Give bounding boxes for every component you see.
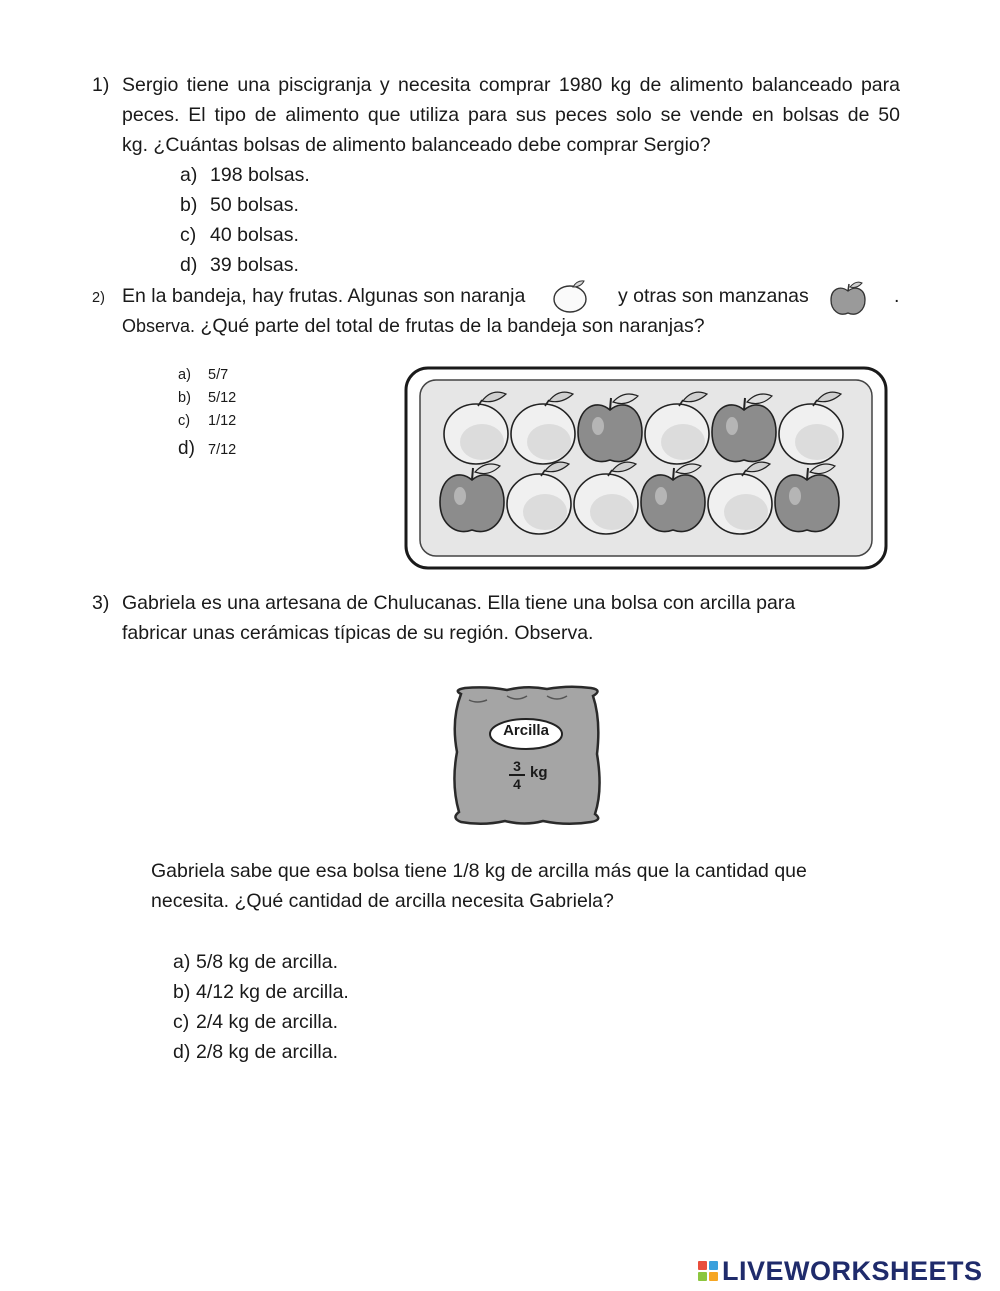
logo-square [709,1272,718,1281]
q2-option-d[interactable] [178,437,236,462]
q1-line-3: kg. ¿Cuántas bolsas de alimento balanceado debe comprar Sergio? [122,134,711,156]
option-text: 40 bolsas. [210,224,299,246]
q3-option-a[interactable] [173,947,338,977]
q3-option-b[interactable] [173,977,349,1007]
fruit-tray [404,366,888,570]
q3-para-2: necesita. ¿Qué cantidad de arcilla necesita Gabriela? [151,890,614,912]
option-letter: b) [173,981,191,1003]
option-letter: c) [180,224,197,246]
logo-square [698,1261,707,1270]
q2-line-1-end: . [894,285,900,307]
option-text: 2/8 kg de arcilla. [196,1041,338,1063]
option-text: 1/12 [208,413,237,429]
q1-number: 1) [92,74,110,96]
q1-option-d[interactable] [180,250,299,280]
option-letter: d) [180,254,198,276]
bag-fraction-denominator: 4 [513,776,521,792]
logo-square [698,1272,707,1281]
q2-line-2 [122,311,705,341]
bag-fraction-numerator: 3 [509,758,525,776]
clay-bag-image [447,680,607,828]
option-text: 198 bolsas. [210,164,310,186]
q3-option-d[interactable] [173,1037,338,1067]
bag-label: Arcilla [503,722,549,739]
option-text: 4/12 kg de arcilla. [196,981,349,1003]
q2-option-a[interactable] [178,364,228,387]
liveworksheets-logo[interactable] [698,1252,983,1290]
apple-icon [828,279,868,319]
q1-option-a[interactable] [180,160,310,190]
bag-body [454,687,599,824]
option-letter: d) [178,438,195,459]
option-text: 39 bolsas. [210,254,299,276]
option-letter: d) [173,1041,191,1063]
q2-line-1-b: y otras son manzanas [618,285,809,307]
observa-label: Observa. [122,316,196,336]
brand-name: LIVEWORKSHEETS [722,1255,983,1286]
q1-option-b[interactable] [180,190,299,220]
bag-fraction [509,758,525,792]
option-text: 5/12 [208,390,237,406]
option-letter: a) [180,164,198,186]
q1-line-1: Sergio tiene una piscigranja y necesita comprar 1980 kg de alimento balanceado para [122,74,900,96]
q3-number: 3) [92,592,110,614]
option-letter: a) [173,951,191,973]
q3-para-1: Gabriela sabe que esa bolsa tiene 1/8 kg de arcilla más que la cantidad que [151,860,807,882]
q2-question: ¿Qué parte del total de frutas de la bandeja son naranjas? [200,315,705,337]
q3-option-c[interactable] [173,1007,338,1037]
q1-option-c[interactable] [180,220,299,250]
q3-line-1: Gabriela es una artesana de Chulucanas. Ella tiene una bolsa con arcilla para [122,592,796,614]
bag-unit: kg [530,764,548,781]
option-text: 2/4 kg de arcilla. [196,1011,338,1033]
q2-option-c[interactable] [178,410,236,433]
logo-grid-icon [698,1261,718,1281]
orange-icon [551,278,591,314]
option-letter: c) [178,413,191,429]
option-letter: b) [178,390,191,406]
q2-option-b[interactable] [178,387,236,410]
option-text: 7/12 [208,442,237,458]
option-text: 5/7 [208,367,229,383]
option-letter: b) [180,194,198,216]
option-letter: a) [178,367,191,383]
logo-square [709,1261,718,1270]
q2-number: 2) [92,290,105,306]
q2-line-1-a: En la bandeja, hay frutas. Algunas son naranja [122,285,526,307]
q3-line-2: fabricar unas cerámicas típicas de su región. Observa. [122,622,594,644]
option-text: 50 bolsas. [210,194,299,216]
option-text: 5/8 kg de arcilla. [196,951,338,973]
option-letter: c) [173,1011,190,1033]
q1-line-2: peces. El tipo de alimento que utiliza para sus peces solo se vende en bolsas de 50 [122,104,900,126]
